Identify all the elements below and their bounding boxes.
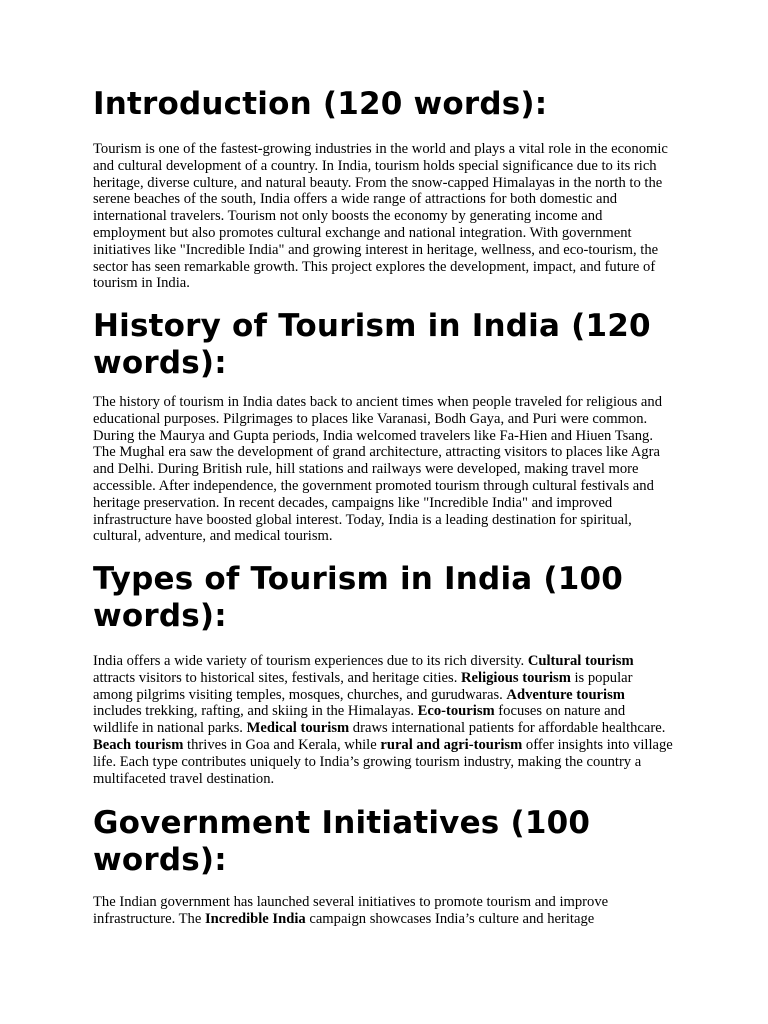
bold-term-beach-tourism: Beach tourism	[93, 736, 184, 753]
text-run: is popular among pilgrims visiting temples, mosques, churches, and gurudwaras.	[93, 669, 633, 703]
text-run: thrives in Goa and Kerala, while	[183, 736, 381, 753]
section-heading-government: Government Initiatives (100 words):	[93, 805, 591, 878]
section-heading-history: History of Tourism in India (120 words):	[93, 308, 651, 381]
section-heading-introduction: Introduction (120 words):	[93, 86, 548, 122]
text-run: offer insights into village life. Each type contributes uniquely to India’s growing tourism industry, making the country a multifaceted travel destination.	[93, 736, 673, 787]
text-run: India offers a wide variety of tourism experiences due to its rich diversity.	[93, 653, 528, 669]
text-run: campaign showcases India’s culture and heritage	[305, 910, 595, 927]
bold-term-eco-tourism: Eco-tourism	[417, 703, 495, 720]
bold-term-religious-tourism: Religious tourism	[461, 669, 571, 686]
section-body-history: The history of tourism in India dates back to ancient times when people traveled for religious and educational purposes. Pilgrimages to places like Varanasi, Bodh Gaya, and Puri were common. During the Maurya and Gupta periods, India welcomed travelers like Fa-Hien and Hiuen Tsang. The Mughal era saw the development of grand architecture, attracting visitors to places like Agra and Delhi. During British rule, hill stations and railways were developed, making travel more accessible. After independence, the government promoted tourism through cultural festivals and heritage preservation. In recent decades, campaigns like "Incredible India" and improved infrastructure have boosted global interest. Today, India is a leading destination for spiritual, cultural, adventure, and medical tourism.	[93, 394, 662, 545]
section-body-introduction: Tourism is one of the fastest-growing industries in the world and plays a vital role in the economic and cultural development of a country. In India, tourism holds special significance due to its rich heritage, diverse culture, and natural beauty. From the snow-capped Himalayas in the north to the serene beaches of the south, India offers a wide range of attractions for both domestic and international travelers. Tourism not only boosts the economy by generating income and employment but also promotes cultural exchange and national integration. With government initiatives like "Incredible India" and growing interest in heritage, wellness, and eco-tourism, the sector has seen remarkable growth. This project explores the development, impact, and future of tourism in India.	[93, 141, 668, 292]
bold-term-rural-agri-tourism: rural and agri-tourism	[380, 736, 523, 753]
section-heading-types: Types of Tourism in India (100 words):	[93, 561, 624, 634]
text-run: attracts visitors to historical sites, festivals, and heritage cities.	[93, 669, 461, 686]
bold-term-cultural-tourism: Cultural tourism	[527, 653, 634, 669]
bold-term-incredible-india: Incredible India	[204, 910, 306, 927]
text-run: focuses on nature and wildlife in national parks.	[93, 703, 626, 737]
bold-term-medical-tourism: Medical tourism	[246, 720, 350, 737]
section-body-government	[93, 894, 673, 928]
text-run: The Indian government has launched several initiatives to promote tourism and improve infrastructure. The	[93, 894, 609, 927]
text-run: includes trekking, rafting, and skiing in the Himalayas.	[93, 703, 418, 720]
text-run: draws international patients for affordable healthcare.	[349, 720, 666, 737]
bold-term-adventure-tourism: Adventure tourism	[506, 686, 625, 703]
section-body-types	[93, 653, 673, 787]
